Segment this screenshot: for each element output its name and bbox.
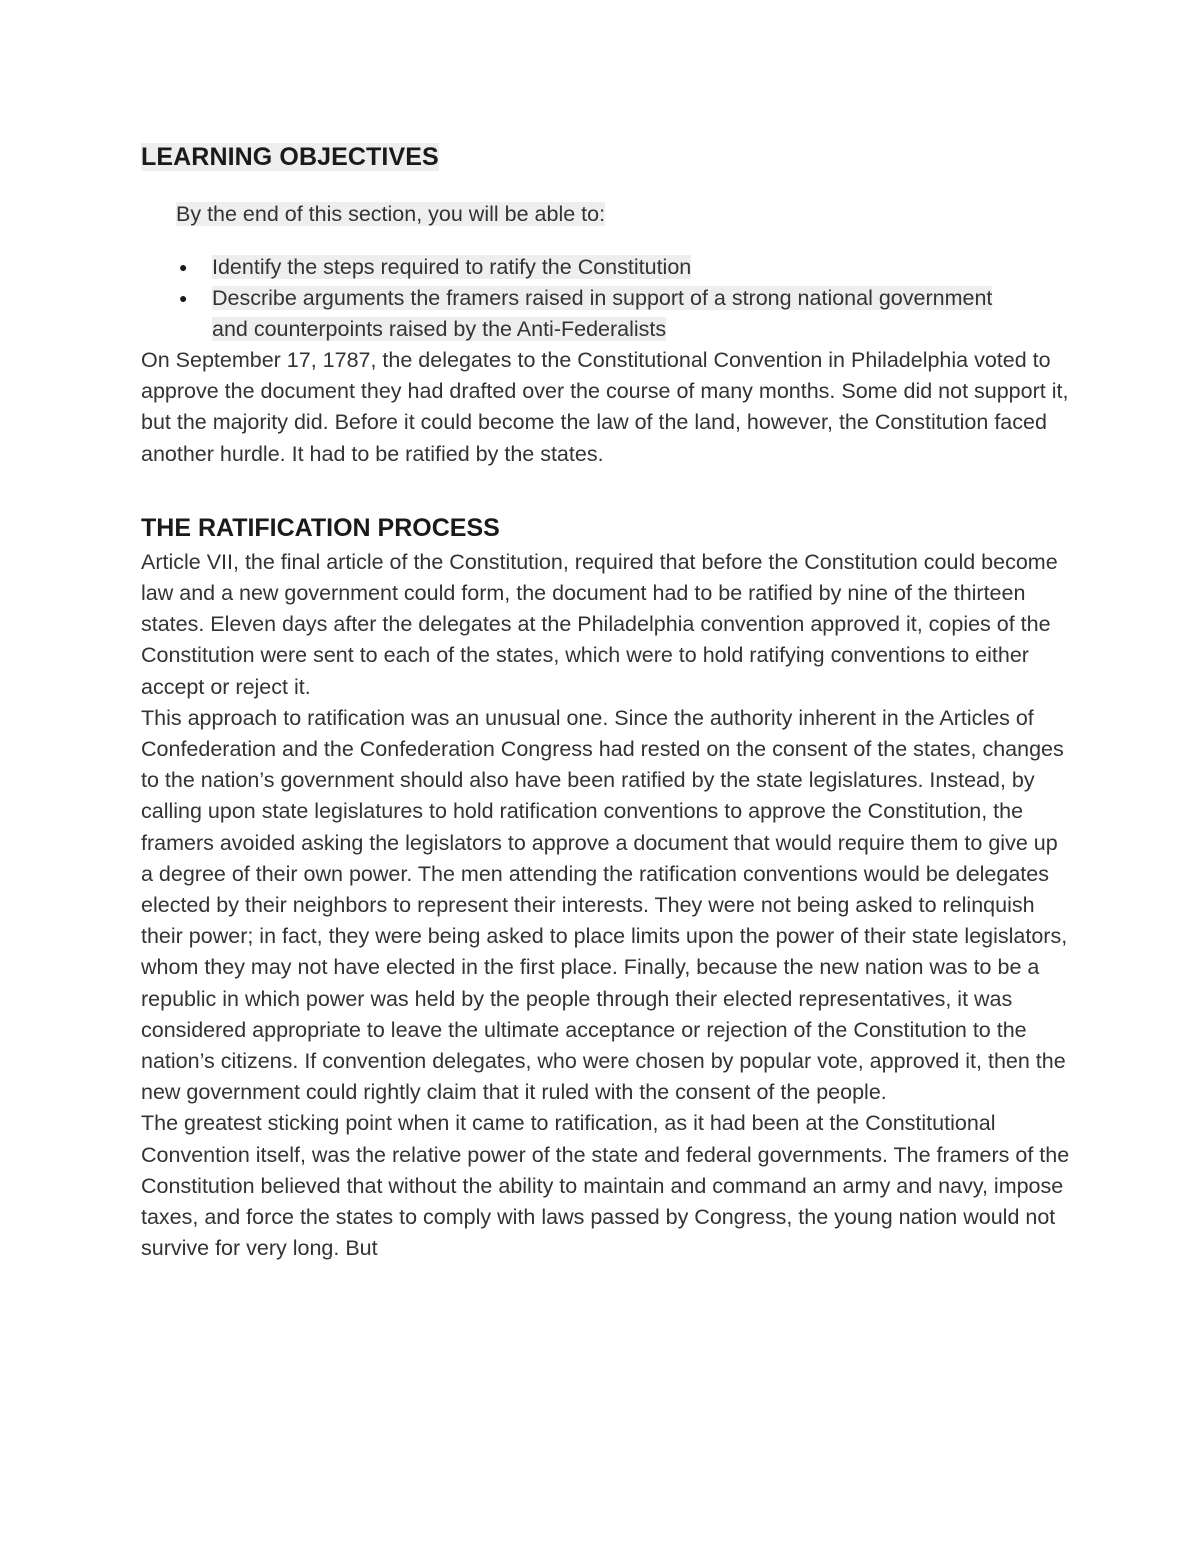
body-paragraph: This approach to ratification was an unusual one. Since the authority inherent in the Articles of Confederation and the Confederation Congress had rested on the consent of the states, changes to the nation’s government should also have been ratified by the state legislatures. Instead, by calling upon state legislatures to hold ratification conventions to approve the Constitution, the framers avoided asking the legislators to approve a document that would require them to give up a degree of their own power. The men attending the ratification conventions would be delegates elected by their neighbors to represent their interests. They were not being asked to relinquish their power; in fact, they were being asked to place limits upon the power of their state legislators, whom they may not have elected in the first place. Finally, because the new nation was to be a republic in which power was held by the people through their elected representatives, it was considered appropriate to leave the ultimate acceptance or rejection of the Constitution to the nation’s citizens. If convention delegates, who were chosen by popular vote, approved it, then the new government could rightly claim that it ruled with the consent of the people. bbox=[141, 705, 1068, 1105]
learning-objectives-heading bbox=[141, 138, 1071, 176]
objectives-list bbox=[141, 252, 1071, 345]
objective-item-text: Describe arguments the framers raised in support of a strong national government and counterpoints raised by the Anti-Federalists bbox=[212, 286, 993, 341]
bullet-icon: ● bbox=[179, 259, 188, 275]
document-page bbox=[141, 138, 1071, 1264]
body-paragraph: Article VII, the final article of the Constitution, required that before the Constitution could become law and a new government could form, the document had to be ratified by nine of the thirteen states. Eleven days after the delegates at the Philadelphia convention approved it, copies of the Constitution were sent to each of the states, which were to hold ratifying conventions to either accept or reject it. bbox=[141, 549, 1058, 699]
body-paragraph: The greatest sticking point when it came to ratification, as it had been at the Constitutional Convention itself, was the relative power of the state and federal governments. The framers of the Constitution believed that without the ability to maintain and command an army and navy, impose taxes, and force the states to comply with laws passed by Congress, the young nation would not survive for very long. But bbox=[141, 1111, 1070, 1261]
objective-item bbox=[141, 283, 1012, 345]
opening-paragraph: On September 17, 1787, the delegates to the Constitutional Convention in Philadelphia voted to approve the document they had drafted over the course of many months. Some did not support it, but the majority did. Before it could become the law of the land, however, the Constitution faced another hurdle. It had to be ratified by the states. bbox=[141, 348, 1069, 466]
objectives-intro bbox=[176, 199, 1071, 230]
objective-item-text: Identify the steps required to ratify the Constitution bbox=[212, 255, 692, 279]
objectives-intro-text: By the end of this section, you will be able to: bbox=[176, 202, 606, 226]
objective-item bbox=[141, 252, 1012, 283]
bullet-icon: ● bbox=[179, 290, 188, 306]
ratification-process-heading: THE RATIFICATION PROCESS bbox=[141, 513, 500, 542]
learning-objectives-heading-text: LEARNING OBJECTIVES bbox=[141, 143, 439, 171]
